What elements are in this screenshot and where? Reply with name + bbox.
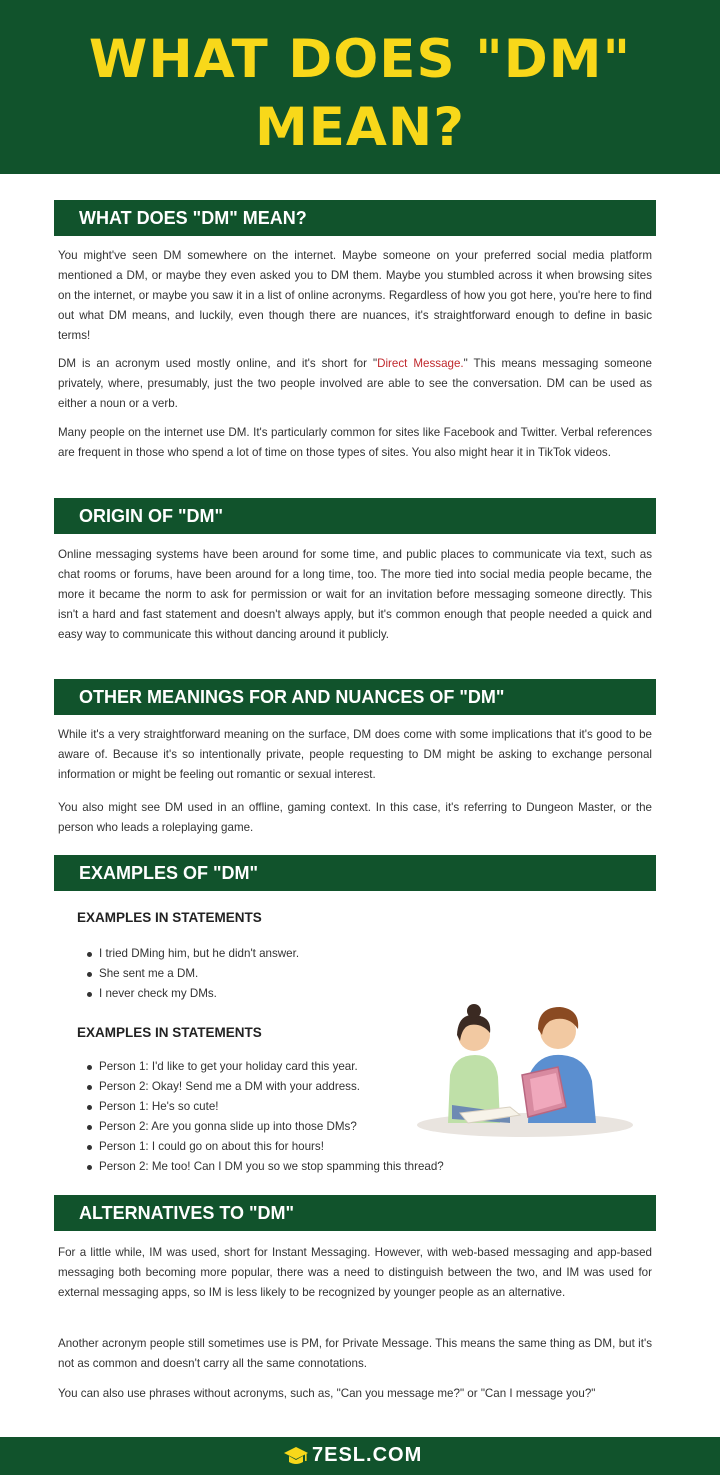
list-item: Person 1: He's so cute! xyxy=(86,1097,444,1117)
section-heading-alternatives: ALTERNATIVES TO "DM" xyxy=(54,1195,656,1231)
list-item: Person 2: Okay! Send me a DM with your address. xyxy=(86,1077,444,1097)
other-paragraph-1: While it's a very straightforward meaning on the surface, DM does come with some implications that it's good to be aware of. Because it's so intentionally private, people requesting to DM might be asking to exchange personal information or might be feeling out romantic or sexual interest. xyxy=(58,728,652,781)
meaning-paragraph-1: You might've seen DM somewhere on the internet. Maybe someone on your preferred social media platform mentioned a DM, or maybe they even asked you to DM them. Maybe you stumbled across it when browsing sites on the internet, or maybe you saw it in a list of online acronyms. Regardless of how you got here, you're here to find out what DM means, and luckily, even though there are nuances, it's straightforward enough to define in basic terms! xyxy=(58,249,652,342)
list-item: She sent me a DM. xyxy=(86,964,299,984)
section-heading-meaning: WHAT DOES "DM" MEAN? xyxy=(54,200,656,236)
alternatives-paragraph-2: Another acronym people still sometimes use is PM, for Private Message. This means the same thing as DM, but it's not as common and doesn't carry all the same connotations. xyxy=(58,1337,652,1370)
section-heading-origin: ORIGIN OF "DM" xyxy=(54,498,656,534)
other-paragraph-2: You also might see DM used in an offline, gaming context. In this case, it's referring to Dungeon Master, or the person who leads a roleplaying game. xyxy=(58,801,652,834)
alternatives-paragraph-3: You can also use phrases without acronyms, such as, "Can you message me?" or "Can I message you?" xyxy=(58,1387,596,1400)
meaning-paragraph-2-text-b: " This means messaging someone privately, where, presumably, just the two people involved are able to see the conversation. DM can be used as either a noun or a verb. xyxy=(58,357,652,410)
conversation-subheading: EXAMPLES IN STATEMENTS xyxy=(77,1025,262,1040)
list-item: I never check my DMs. xyxy=(86,984,299,1004)
title-banner xyxy=(0,0,720,174)
statements-list xyxy=(86,944,299,1004)
statements-subheading: EXAMPLES IN STATEMENTS xyxy=(77,910,262,925)
graduation-cap-icon xyxy=(283,1443,309,1469)
brand-logo-text[interactable]: 7ESL.COM xyxy=(312,1444,423,1466)
section-heading-examples: EXAMPLES OF "DM" xyxy=(54,855,656,891)
list-item: Person 1: I'd like to get your holiday card this year. xyxy=(86,1057,444,1077)
list-item: Person 1: I could go on about this for hours! xyxy=(86,1137,444,1157)
footer-bar xyxy=(0,1437,720,1475)
list-item: I tried DMing him, but he didn't answer. xyxy=(86,944,299,964)
meaning-paragraph-2-text-a: DM is an acronym used mostly online, and it's short for " xyxy=(58,357,378,370)
direct-message-highlight: Direct Message. xyxy=(377,357,464,370)
conversation-list xyxy=(86,1057,444,1177)
meaning-paragraph-3: Many people on the internet use DM. It's particularly common for sites like Facebook and Twitter. Verbal references are frequent in those who spend a lot of time on those types of sites. You also might hear it in TikTok videos. xyxy=(58,426,652,459)
list-item: Person 2: Are you gonna slide up into those DMs? xyxy=(86,1117,444,1137)
students-reading-illustration xyxy=(410,995,640,1145)
meaning-paragraph-2 xyxy=(58,354,652,414)
origin-paragraph-1: Online messaging systems have been around for some time, and public places to communicate via text, such as chat rooms or forums, have been around for a long time, too. The more tied into social media people became, the more it became the norm to ask for permission or wait for an invitation before messaging someone directly. This isn't a hard and fast statement and doesn't always apply, but it's common enough that people needed a quick and easy way to communicate this without dancing around it publicly. xyxy=(58,548,652,641)
section-heading-other-meanings: OTHER MEANINGS FOR AND NUANCES OF "DM" xyxy=(54,679,656,715)
list-item: Person 2: Me too! Can I DM you so we stop spamming this thread? xyxy=(86,1157,444,1177)
page-title-line-2: MEAN? xyxy=(254,97,466,158)
page-title-line-1: WHAT DOES "DM" xyxy=(88,29,632,90)
alternatives-paragraph-1: For a little while, IM was used, short for Instant Messaging. However, with web-based messaging and app-based messaging both becoming more popular, there was a need to distinguish between the two, and IM was used for external messaging apps, so IM is less likely to be recognized by younger people as an alternative. xyxy=(58,1246,652,1299)
